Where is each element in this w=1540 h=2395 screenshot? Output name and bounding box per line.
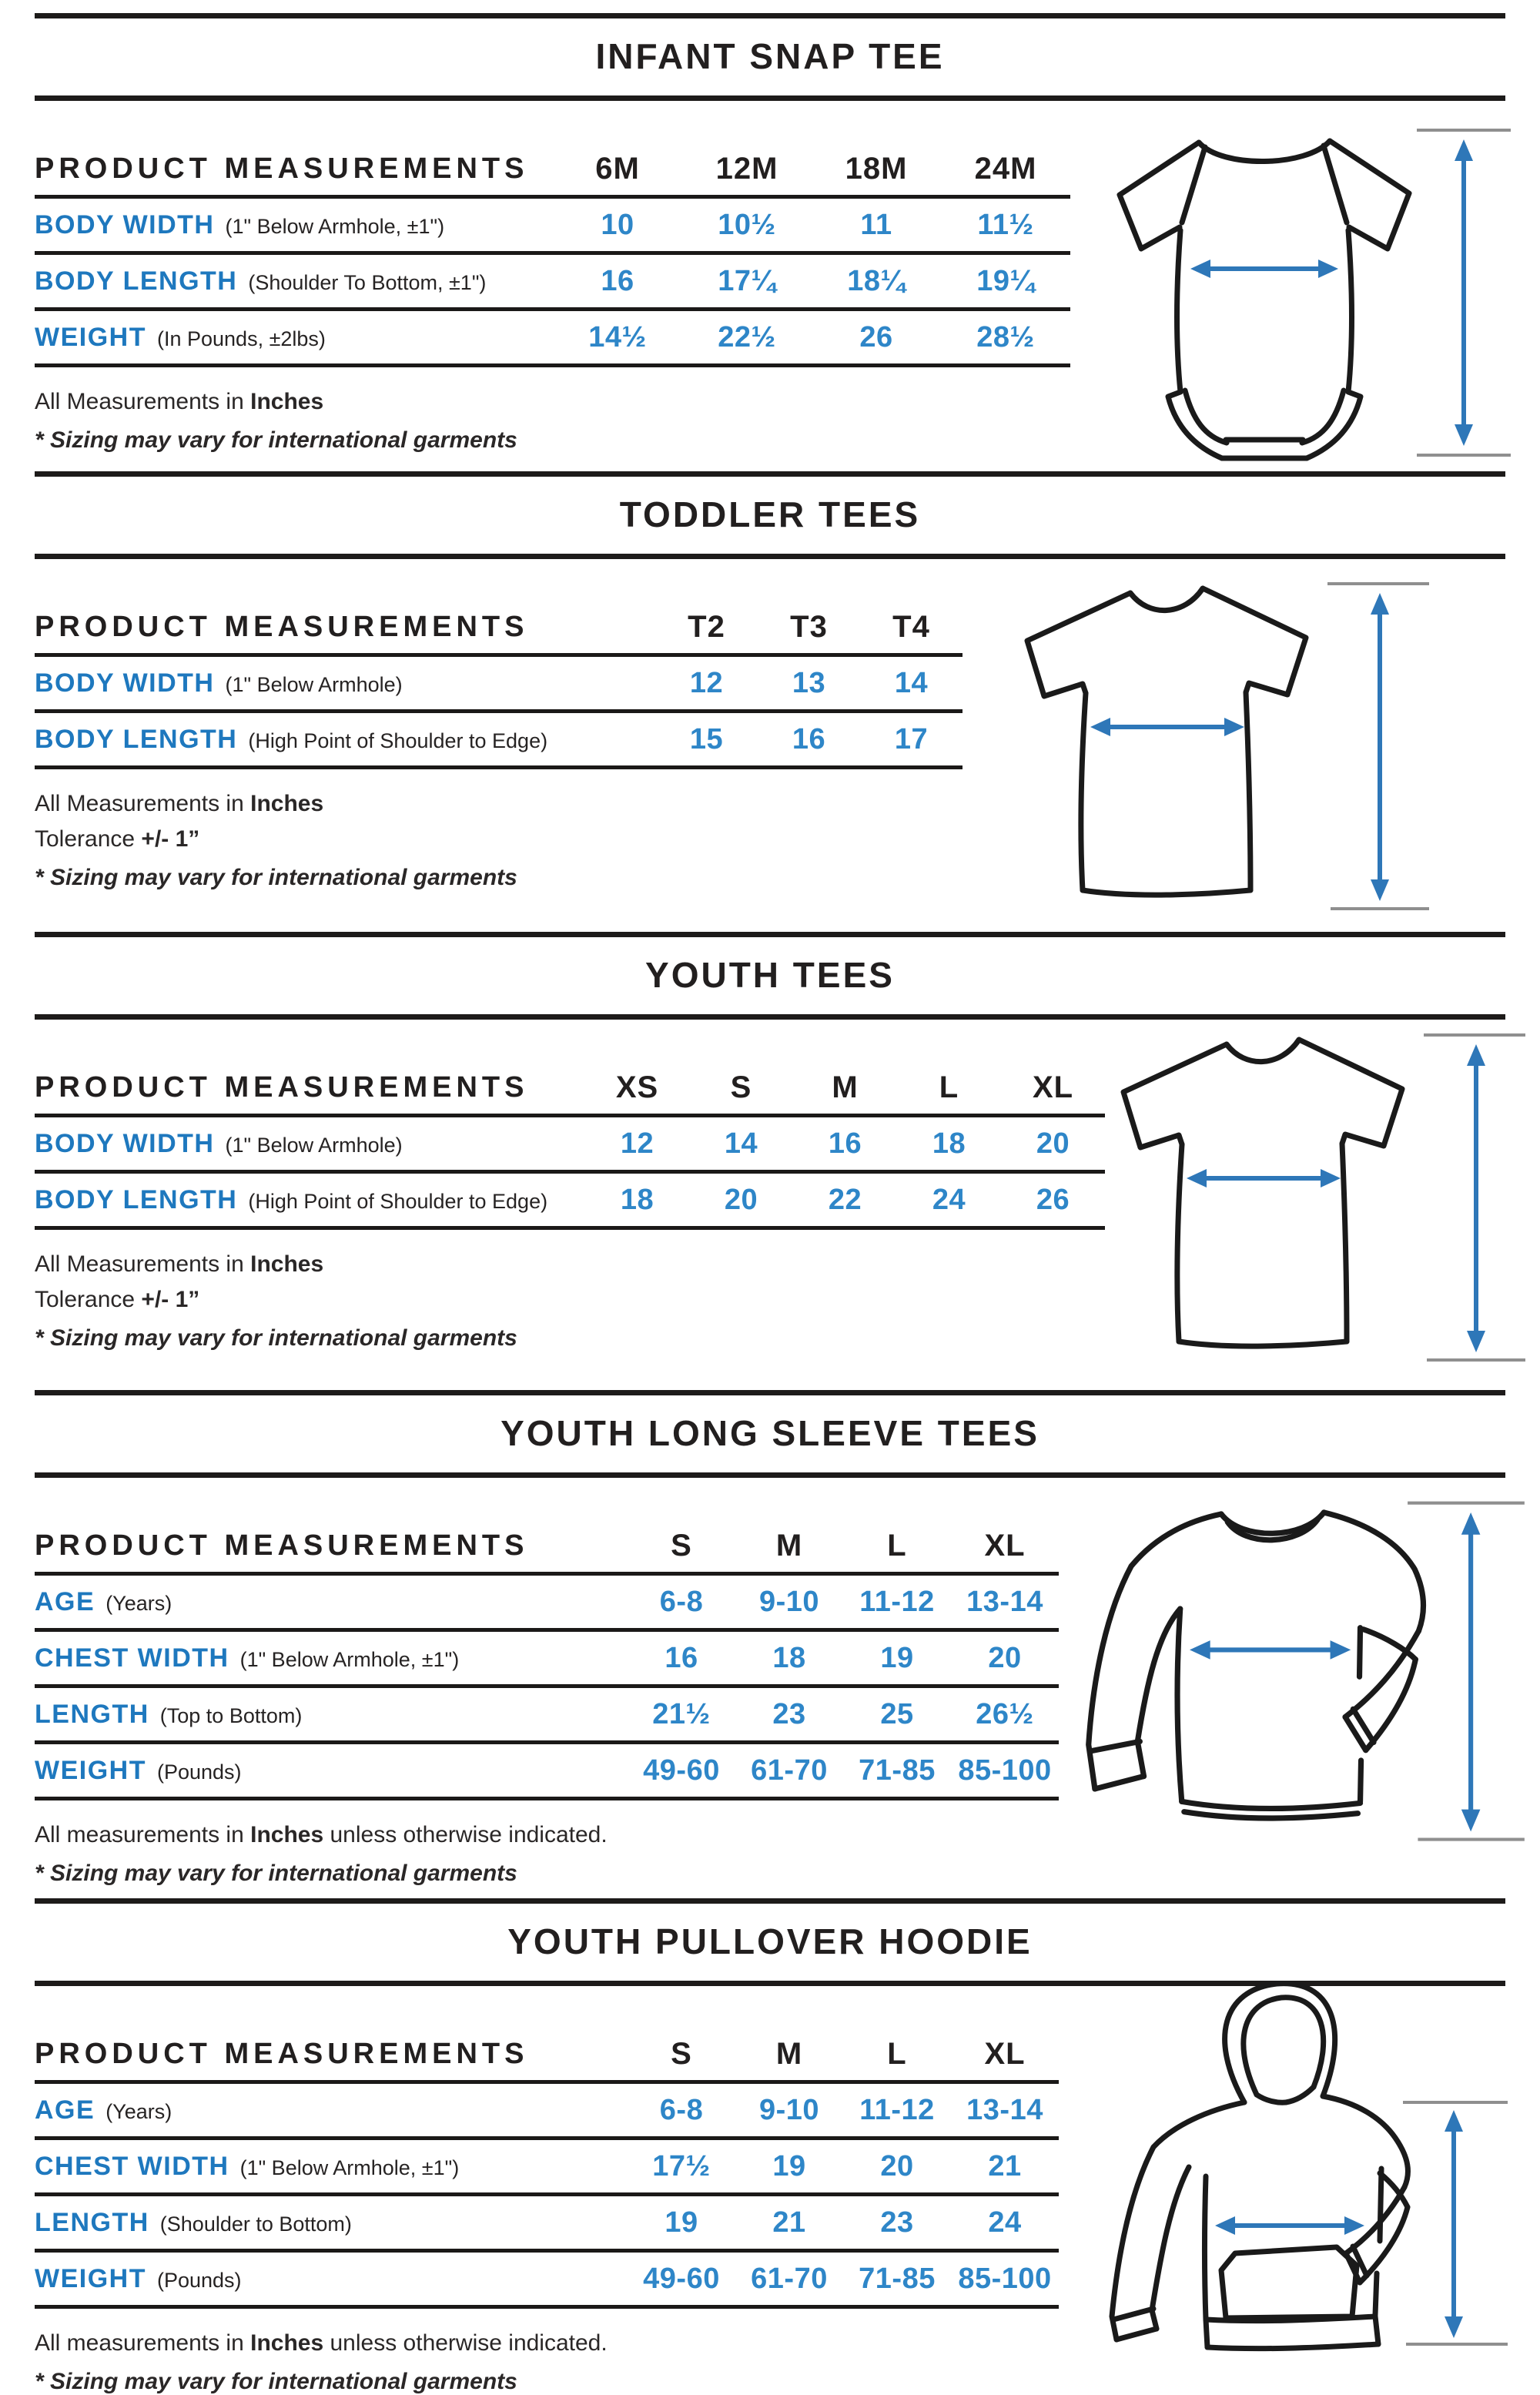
- table-row: [35, 199, 1070, 251]
- divider: [35, 765, 962, 769]
- size-header: XL: [984, 2036, 1026, 2071]
- size-header: S: [671, 2036, 692, 2071]
- row-label: WEIGHT: [35, 1755, 146, 1785]
- measurement-value: 9-10: [758, 1585, 820, 1618]
- measurement-value: 14: [894, 666, 929, 699]
- table-row: [35, 713, 962, 765]
- size-header: S: [671, 1528, 692, 1563]
- row-label: BODY WIDTH: [35, 209, 215, 240]
- table-row: [35, 2253, 1059, 2305]
- divider: [35, 1226, 1105, 1230]
- row-note: (High Point of Shoulder to Edge): [248, 1189, 548, 1213]
- footnote-bold: +/- 1”: [141, 1287, 200, 1312]
- section-title: INFANT SNAP TEE: [595, 36, 945, 76]
- footnote-text: unless otherwise indicated.: [323, 2330, 608, 2356]
- footnote-bold: Inches: [250, 1822, 324, 1847]
- measurement-value: 14½: [588, 320, 647, 353]
- size-header: M: [775, 2036, 803, 2071]
- body-width-arrow: [1090, 718, 1244, 736]
- section-infant-snap-tee: [35, 13, 1505, 471]
- table-row: [35, 2084, 1059, 2136]
- garment-outline: [1089, 1512, 1424, 1818]
- row-note: (Shoulder to Bottom): [159, 2212, 352, 2236]
- section-title-band: [35, 13, 1505, 101]
- sizing-note: * Sizing may vary for international garments: [35, 1861, 517, 1886]
- measurement-value: 11½: [977, 208, 1034, 241]
- section-youth-tees: [35, 932, 1505, 1390]
- measurement-value: 21½: [652, 1697, 711, 1730]
- measurement-value: 26: [1036, 1183, 1070, 1216]
- footnote-bold: +/- 1”: [141, 826, 200, 852]
- table-row: [35, 1688, 1059, 1740]
- footnote-bold: Inches: [250, 791, 324, 816]
- measurements-table: [35, 601, 962, 769]
- row-note: (1" Below Armhole): [225, 672, 403, 696]
- measurement-value: 19: [665, 2206, 698, 2239]
- table-header: PRODUCT MEASUREMENTS: [35, 2037, 529, 2070]
- length-arrow: [1461, 1512, 1481, 1831]
- row-note: (Years): [105, 1591, 172, 1615]
- table-row: [35, 2140, 1059, 2192]
- row-note: (1" Below Armhole): [225, 1133, 403, 1157]
- measurement-value: 20: [1036, 1127, 1070, 1160]
- measurement-value: 6-8: [659, 1585, 704, 1618]
- footnote-text: unless otherwise indicated.: [323, 1822, 608, 1847]
- row-label: CHEST WIDTH: [35, 1643, 229, 1673]
- measurement-value: 22: [828, 1183, 862, 1216]
- row-label: AGE: [35, 2095, 95, 2125]
- measurement-value: 24: [932, 1183, 966, 1216]
- size-header: 6M: [595, 151, 640, 186]
- body-width-arrow: [1190, 260, 1338, 278]
- measurement-value: 14: [724, 1127, 758, 1160]
- table-row: [35, 2196, 1059, 2249]
- size-header: 18M: [845, 151, 908, 186]
- size-header: XS: [615, 1070, 659, 1104]
- table-row: [35, 657, 962, 709]
- table-row: [35, 1174, 1105, 1226]
- measurements-table: [35, 2028, 1059, 2309]
- measurement-value: 85-100: [958, 1754, 1052, 1787]
- body-length-arrow: [1455, 139, 1473, 446]
- measurement-value: 17¼: [718, 264, 776, 297]
- table-row: [35, 1117, 1105, 1170]
- table-header: PRODUCT MEASUREMENTS: [35, 610, 529, 643]
- youth-tee-illustration: [1097, 1015, 1528, 1373]
- measurement-value: 28½: [976, 320, 1035, 353]
- measurement-value: 12: [689, 666, 724, 699]
- section-title: YOUTH TEES: [645, 955, 895, 995]
- section-title-band: [35, 932, 1505, 1020]
- size-header: L: [939, 1070, 959, 1104]
- sizing-note: * Sizing may vary for international garments: [35, 2369, 517, 2394]
- section-youth-pullover-hoodie: [35, 1898, 1505, 2395]
- body-length-arrow: [1467, 1044, 1485, 1352]
- size-header: T4: [892, 609, 930, 644]
- row-label: BODY WIDTH: [35, 1128, 215, 1158]
- sizing-note: * Sizing may vary for international garments: [35, 1325, 517, 1351]
- measurement-value: 49-60: [643, 1754, 720, 1787]
- measurement-value: 16: [601, 264, 634, 297]
- measurement-value: 13-14: [966, 2093, 1043, 2126]
- row-label: WEIGHT: [35, 322, 146, 352]
- body-width-arrow: [1187, 1169, 1341, 1187]
- measurement-value: 85-100: [958, 2262, 1052, 2295]
- table-row: [35, 255, 1070, 307]
- measurement-value: 18: [772, 1641, 806, 1674]
- garment-outline: [1027, 588, 1306, 895]
- size-header: 24M: [974, 151, 1037, 186]
- measurement-value: 18: [932, 1127, 966, 1160]
- divider: [35, 363, 1070, 367]
- row-note: (Years): [105, 2099, 172, 2123]
- measurement-value: 12: [620, 1127, 654, 1160]
- measurement-value: 19: [880, 1641, 914, 1674]
- sizing-note: * Sizing may vary for international garments: [35, 865, 517, 890]
- measurement-value: 20: [988, 1641, 1022, 1674]
- row-note: (Pounds): [156, 2268, 242, 2292]
- long-sleeve-tee-illustration: [1066, 1482, 1528, 1857]
- size-header: M: [775, 1528, 803, 1563]
- measurement-value: 61-70: [751, 2262, 828, 2295]
- measurement-value: 16: [828, 1127, 862, 1160]
- measurement-value: 16: [665, 1641, 698, 1674]
- measurements-table: [35, 1519, 1059, 1800]
- chest-width-arrow: [1215, 2216, 1364, 2235]
- size-header: S: [730, 1070, 752, 1104]
- footnote-text: All Measurements in: [35, 389, 251, 414]
- measurement-value: 21: [772, 2206, 806, 2239]
- table-header: PRODUCT MEASUREMENTS: [35, 1529, 529, 1562]
- row-label: LENGTH: [35, 2207, 149, 2237]
- measurement-value: 19: [772, 2149, 806, 2182]
- divider: [35, 2305, 1059, 2309]
- table-row: [35, 311, 1070, 363]
- table-row: [35, 1632, 1059, 1684]
- table-row: [35, 1576, 1059, 1628]
- row-note: (1" Below Armhole, ±1"): [239, 1647, 460, 1671]
- garment-outline: [1112, 1984, 1408, 2349]
- section-toddler-tees: [35, 471, 1505, 932]
- toddler-tee-illustration: [1001, 564, 1432, 922]
- size-header: XL: [984, 1528, 1026, 1563]
- footnote-bold: Inches: [250, 2330, 324, 2356]
- row-note: (Shoulder To Bottom, ±1"): [248, 270, 487, 294]
- footnote-text: All measurements in: [35, 2330, 251, 2356]
- measurement-value: 11-12: [859, 1585, 935, 1618]
- body-length-arrow: [1371, 593, 1389, 901]
- table-header-row: [35, 601, 962, 653]
- row-label: BODY LENGTH: [35, 724, 238, 754]
- section-title: TODDLER TEES: [619, 494, 921, 534]
- measurement-value: 71-85: [859, 2262, 936, 2295]
- footnote-bold: Inches: [250, 1251, 324, 1277]
- pullover-hoodie-illustration: [1092, 1971, 1512, 2360]
- footnote-bold: Inches: [250, 389, 324, 414]
- measurement-value: 20: [724, 1183, 758, 1216]
- row-label: BODY LENGTH: [35, 266, 238, 296]
- garment-outline: [1123, 1040, 1402, 1346]
- measurement-value: 9-10: [758, 2093, 820, 2126]
- table-header-row: [35, 1061, 1105, 1114]
- row-note: (In Pounds, ±2lbs): [156, 327, 326, 350]
- measurements-table: [35, 1061, 1105, 1230]
- measurement-value: 6-8: [659, 2093, 704, 2126]
- table-header: PRODUCT MEASUREMENTS: [35, 152, 529, 185]
- footnote-text: Tolerance: [35, 1287, 142, 1312]
- row-note: (Top to Bottom): [159, 1703, 303, 1727]
- section-title: YOUTH LONG SLEEVE TEES: [500, 1413, 1040, 1453]
- measurement-value: 15: [689, 722, 724, 755]
- footnote-text: All measurements in: [35, 1822, 251, 1847]
- section-title-band: [35, 471, 1505, 559]
- measurement-value: 11: [860, 208, 892, 241]
- measurement-value: 17: [894, 722, 929, 755]
- measurement-value: 26½: [976, 1697, 1034, 1730]
- chest-width-arrow: [1190, 1640, 1351, 1660]
- row-label: CHEST WIDTH: [35, 2151, 229, 2181]
- measurement-value: 23: [880, 2206, 914, 2239]
- measurements-table: [35, 142, 1070, 367]
- row-note: (1" Below Armhole, ±1"): [225, 214, 445, 238]
- measurement-value: 17½: [652, 2149, 711, 2182]
- row-note: (High Point of Shoulder to Edge): [248, 729, 548, 752]
- table-header-row: [35, 142, 1070, 195]
- row-label: BODY LENGTH: [35, 1184, 238, 1214]
- section-youth-long-sleeve-tees: [35, 1390, 1505, 1898]
- measurement-value: 20: [880, 2149, 914, 2182]
- section-title: YOUTH PULLOVER HOODIE: [507, 1921, 1033, 1961]
- garment-outline: [1120, 141, 1409, 458]
- measurement-value: 61-70: [751, 1754, 828, 1787]
- sizing-note: * Sizing may vary for international garments: [35, 427, 517, 453]
- measurement-value: 23: [772, 1697, 806, 1730]
- table-row: [35, 1744, 1059, 1797]
- measurement-value: 11-12: [859, 2093, 935, 2126]
- measurement-value: 26: [859, 320, 893, 353]
- row-label: BODY WIDTH: [35, 668, 215, 698]
- infant-snap-tee-illustration: [1080, 107, 1515, 465]
- size-header: L: [887, 2036, 907, 2071]
- measurement-value: 25: [880, 1697, 914, 1730]
- row-label: WEIGHT: [35, 2263, 146, 2293]
- table-header: PRODUCT MEASUREMENTS: [35, 1070, 529, 1104]
- measurement-value: 19¼: [976, 264, 1035, 297]
- size-header: XL: [1032, 1070, 1074, 1104]
- size-header: T3: [790, 609, 828, 644]
- row-label: AGE: [35, 1586, 95, 1616]
- measurement-value: 22½: [718, 320, 776, 353]
- size-header: 12M: [715, 151, 778, 186]
- row-label: LENGTH: [35, 1699, 149, 1729]
- row-note: (Pounds): [156, 1760, 242, 1784]
- measurement-value: 16: [792, 722, 826, 755]
- row-note: (1" Below Armhole, ±1"): [239, 2156, 460, 2179]
- footnote-text: Tolerance: [35, 826, 142, 852]
- measurement-value: 13-14: [966, 1585, 1043, 1618]
- footnote-text: All Measurements in: [35, 791, 251, 816]
- size-header: M: [832, 1070, 859, 1104]
- measurement-value: 18¼: [847, 264, 906, 297]
- measurement-value: 24: [988, 2206, 1022, 2239]
- size-header: L: [887, 1528, 907, 1563]
- measurement-value: 13: [792, 666, 826, 699]
- measurement-value: 49-60: [643, 2262, 720, 2295]
- measurement-value: 18: [620, 1183, 654, 1216]
- measurement-value: 10½: [718, 208, 776, 241]
- divider: [35, 1797, 1059, 1800]
- footnote-text: All Measurements in: [35, 1251, 251, 1277]
- measurement-value: 21: [988, 2149, 1022, 2182]
- table-header-row: [35, 1519, 1059, 1572]
- length-arrow: [1445, 2110, 1463, 2338]
- size-header: T2: [688, 609, 725, 644]
- measurement-value: 71-85: [859, 1754, 936, 1787]
- measurement-value: 10: [601, 208, 634, 241]
- section-title-band: [35, 1390, 1505, 1478]
- table-header-row: [35, 2028, 1059, 2080]
